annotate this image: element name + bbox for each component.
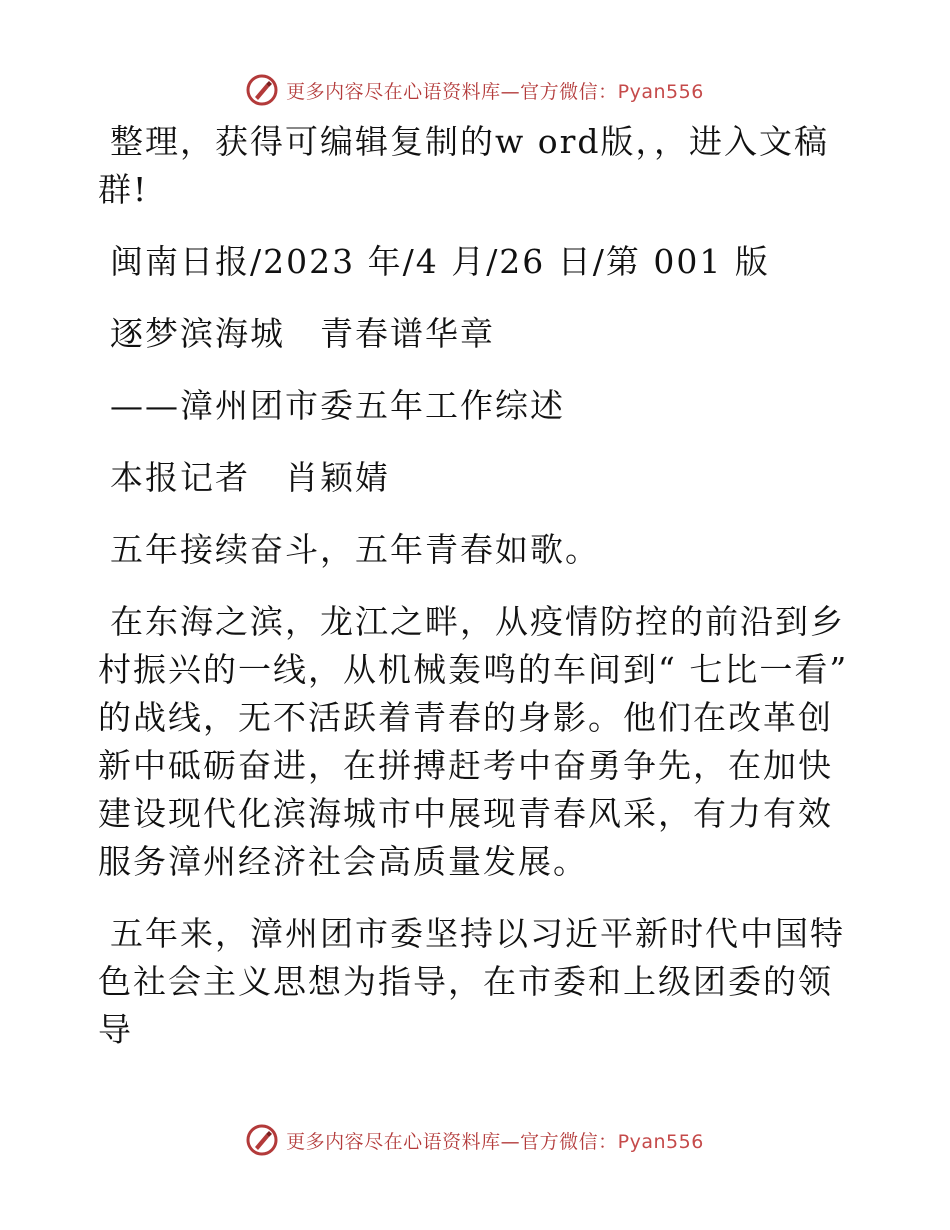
watermark-header: [0, 70, 950, 110]
paragraph-source: 闽南日报/2023 年/4 月/26 日/第 001 版: [110, 242, 770, 281]
paragraph-intro: 整理，获得可编辑复制的w ord版，，进入文稿群!: [98, 122, 830, 209]
article-byline: 本报记者 肖颖婧: [110, 458, 390, 497]
watermark-footer: [0, 1120, 950, 1160]
paragraph-lead: 五年接续奋斗，五年青春如歌。: [110, 530, 600, 569]
watermark-text: 更多内容尽在心语资料库—官方微信：Pyan556: [286, 1130, 704, 1153]
article-title: 逐梦滨海城 青春谱华章: [110, 314, 495, 353]
pen-logo-icon: [246, 74, 278, 106]
paragraph-body-2: 五年来，漳州团市委坚持以习近平新时代中国特色社会主义思想为指导，在市委和上级团委的领导: [98, 914, 845, 1049]
pen-logo-icon: [246, 1124, 278, 1156]
paragraph-body-1: 在东海之滨，龙江之畔，从疫情防控的前沿到乡村振兴的一线，从机械轰鸣的车间到“ 七比一看” 的战线，无不活跃着青春的身影。他们在改革创新中砥砺奋进，在拼搏赶考中奋勇争先，在加快建设现代化滨海城市中展现青春风采，有力有效服务漳州经济社会高质量发展。: [98, 602, 849, 881]
watermark-text: 更多内容尽在心语资料库—官方微信：Pyan556: [286, 80, 704, 103]
document-body: [98, 118, 858, 1078]
article-subtitle: ——漳州团市委五年工作综述: [110, 386, 565, 425]
